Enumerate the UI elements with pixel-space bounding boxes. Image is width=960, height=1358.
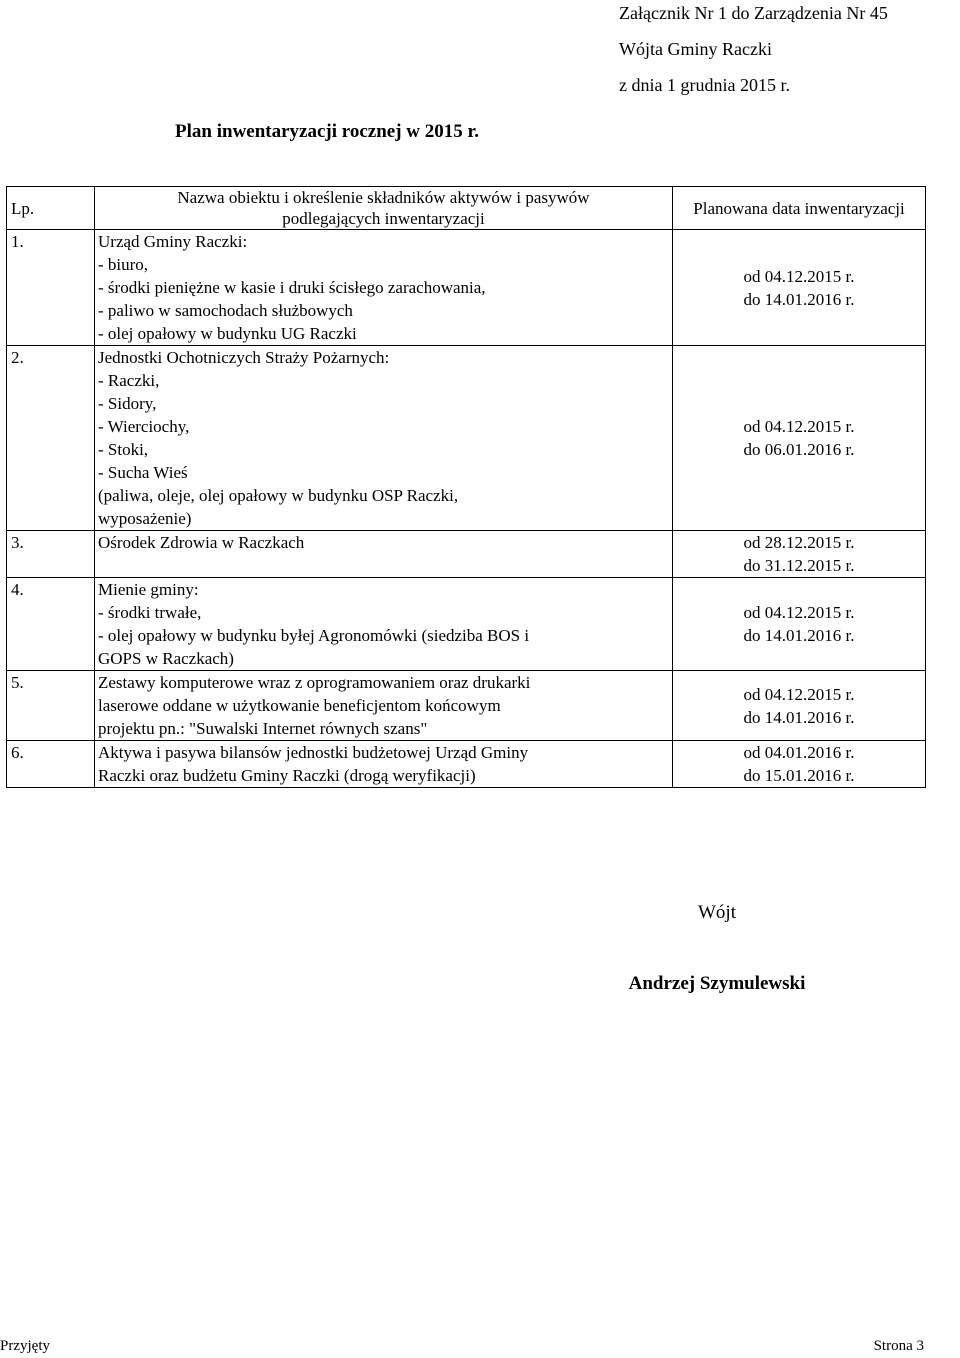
description-line: - Raczki,: [98, 371, 160, 390]
signature-role-wrap: [0, 902, 960, 924]
header-no: Lp.: [7, 187, 95, 230]
attachment-line: Załącznik Nr 1 do Zarządzenia Nr 45: [619, 3, 888, 23]
row-planned-date: [673, 671, 926, 741]
description-line: Zestawy komputerowe wraz z oprogramowaniem oraz drukarki: [98, 673, 531, 692]
description-line: (paliwa, oleje, olej opałowy w budynku OSP Raczki,: [98, 486, 459, 505]
date-from: od 04.12.2015 r.: [743, 684, 855, 704]
description-line: - Sidory,: [98, 394, 157, 413]
description-line: Aktywa i pasywa bilansów jednostki budżetowej Urząd Gminy: [98, 743, 529, 762]
description-line: GOPS w Raczkach): [98, 649, 234, 668]
row-object-description: [95, 671, 673, 741]
signature-name: Andrzej Szymulewski: [628, 973, 806, 994]
signature-name-wrap: [0, 973, 960, 995]
row-number: 1.: [7, 230, 95, 346]
date-from: od 28.12.2015 r.: [743, 533, 855, 552]
description-line: Raczki oraz budżetu Gminy Raczki (drogą weryfikacji): [98, 766, 476, 785]
description-line: - paliwo w samochodach służbowych: [98, 301, 353, 320]
date-line: z dnia 1 grudnia 2015 r.: [619, 75, 790, 95]
row-number: 4.: [7, 578, 95, 671]
description-line: projektu pn.: "Suwalski Internet równych szans": [98, 719, 428, 738]
footer-status: Przyjęty: [0, 1338, 50, 1354]
table-row: [7, 346, 926, 531]
row-number: 5.: [7, 671, 95, 741]
date-from: od 04.12.2015 r.: [743, 603, 855, 622]
footer-page-number: Strona 3: [873, 1338, 924, 1354]
row-number: 3.: [7, 531, 95, 578]
authority-line: Wójta Gminy Raczki: [619, 39, 772, 59]
description-line: Jednostki Ochotniczych Straży Pożarnych:: [98, 348, 390, 367]
description-line: - środki trwałe,: [98, 603, 202, 622]
date-to: do 14.01.2016 r.: [743, 289, 855, 309]
table-header-row: [7, 187, 926, 230]
date-from: od 04.01.2016 r.: [743, 743, 855, 762]
description-line: - Stoki,: [98, 440, 149, 459]
table-row: [7, 531, 926, 578]
row-object-description: [95, 531, 673, 578]
row-number: 2.: [7, 346, 95, 531]
date-to: do 14.01.2016 r.: [743, 707, 855, 727]
row-object-description: [95, 230, 673, 346]
description-line: - biuro,: [98, 255, 149, 274]
row-object-description: [95, 578, 673, 671]
header-date: Planowana data inwentaryzacji: [673, 187, 926, 230]
row-object-description: [95, 741, 673, 788]
description-line: - olej opałowy w budynku byłej Agronomówki (siedziba BOS i: [98, 626, 530, 645]
description-line: Mienie gminy:: [98, 580, 199, 599]
date-to: do 31.12.2015 r.: [743, 556, 855, 575]
row-object-description: [95, 346, 673, 531]
description-line: Ośrodek Zdrowia w Raczkach: [98, 533, 305, 552]
table-row: [7, 578, 926, 671]
inventory-plan-table: [6, 186, 926, 788]
signature-role: Wójt: [698, 902, 736, 923]
date-from: od 04.12.2015 r.: [743, 417, 855, 436]
page-title-wrap: [0, 121, 960, 143]
description-line: Urząd Gminy Raczki:: [98, 232, 248, 251]
table-row: [7, 230, 926, 346]
row-planned-date: [673, 741, 926, 788]
table-body: [7, 230, 926, 788]
row-number: 6.: [7, 741, 95, 788]
row-planned-date: [673, 230, 926, 346]
description-line: - olej opałowy w budynku UG Raczki: [98, 324, 357, 343]
table-row: [7, 741, 926, 788]
date-to: do 06.01.2016 r.: [743, 440, 855, 459]
description-line: laserowe oddane w użytkowanie beneficjentom końcowym: [98, 696, 501, 715]
date-to: do 14.01.2016 r.: [743, 626, 855, 645]
page-title: Plan inwentaryzacji rocznej w 2015 r.: [175, 121, 479, 142]
description-line: - Sucha Wieś: [98, 463, 188, 482]
header-name: Nazwa obiektu i określenie składników aktywów i pasywów podlegających inwentaryzacji: [95, 187, 673, 230]
date-from: od 04.12.2015 r.: [743, 266, 855, 286]
row-planned-date: [673, 531, 926, 578]
description-line: - środki pieniężne w kasie i druki ścisłego zarachowania,: [98, 278, 486, 297]
row-planned-date: [673, 346, 926, 531]
description-line: wyposażenie): [98, 509, 192, 528]
table-row: [7, 671, 926, 741]
row-planned-date: [673, 578, 926, 671]
description-line: - Wierciochy,: [98, 417, 190, 436]
date-to: do 15.01.2016 r.: [743, 766, 855, 785]
